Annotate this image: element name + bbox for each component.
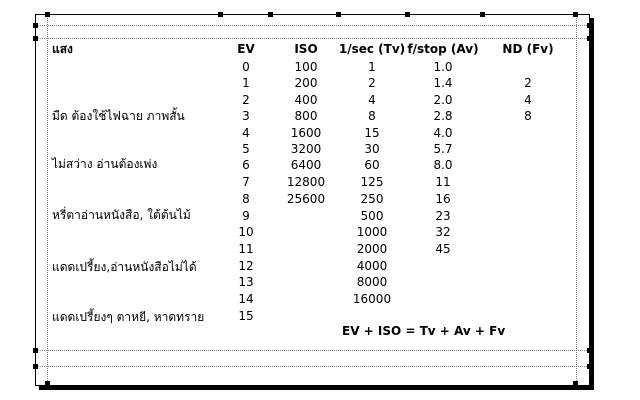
guide-line <box>576 15 577 385</box>
guide-line <box>36 350 589 351</box>
guide-line <box>36 38 589 39</box>
fv-cell: 8 <box>524 109 532 123</box>
header-fv: ND (Fv) <box>502 42 554 56</box>
tv-cell: 60 <box>364 158 380 172</box>
tv-cell: 1 <box>368 60 376 74</box>
ev-cell: 0 <box>242 60 250 74</box>
ev-cell: 3 <box>242 109 250 123</box>
iso-cell: 25600 <box>286 192 326 206</box>
ev-cell: 12 <box>238 259 254 273</box>
av-cell: 1.0 <box>433 60 453 74</box>
ev-cell: 2 <box>242 93 250 107</box>
ev-cell: 14 <box>238 292 254 306</box>
header-iso: ISO <box>294 42 318 56</box>
ev-cell: 6 <box>242 158 250 172</box>
iso-cell: 1600 <box>290 126 322 140</box>
resize-handle[interactable] <box>45 381 50 386</box>
tv-cell: 2000 <box>356 242 388 256</box>
light-note-ev9: หรี่ตาอ่านหนังสือ, ใต้ต้นไม้ <box>52 208 191 222</box>
iso-cell: 400 <box>294 93 318 107</box>
ev-cell: 11 <box>238 242 254 256</box>
resize-handle[interactable] <box>33 23 38 28</box>
ev-cell: 8 <box>242 192 250 206</box>
ev-cell: 4 <box>242 126 250 140</box>
header-light: แสง <box>52 42 73 56</box>
tv-cell: 30 <box>364 142 380 156</box>
header-ev: EV <box>237 42 255 56</box>
light-note-ev15: แดดเปรี้ยงๆ ตาหยี, หาดทราย <box>52 310 205 324</box>
resize-handle[interactable] <box>573 12 578 17</box>
av-cell: 11 <box>435 175 451 189</box>
tv-cell: 15 <box>364 126 380 140</box>
tv-cell: 2 <box>368 76 376 90</box>
resize-handle[interactable] <box>587 364 592 369</box>
resize-handle[interactable] <box>587 348 592 353</box>
ev-cell: 15 <box>238 309 254 323</box>
iso-cell: 200 <box>294 76 318 90</box>
tv-cell: 4000 <box>356 259 388 273</box>
light-note-ev3: มืด ต้องใช้ไฟฉาย ภาพสั้น <box>52 109 185 123</box>
iso-cell: 6400 <box>290 158 322 172</box>
iso-cell: 800 <box>294 109 318 123</box>
av-cell: 45 <box>435 242 451 256</box>
tv-cell: 8 <box>368 109 376 123</box>
ev-cell: 9 <box>242 209 250 223</box>
resize-handle[interactable] <box>480 12 485 17</box>
tv-cell: 500 <box>360 209 384 223</box>
resize-handle[interactable] <box>587 23 592 28</box>
ev-cell: 10 <box>238 225 254 239</box>
resize-handle[interactable] <box>218 12 223 17</box>
exposure-formula: EV + ISO = Tv + Av + Fv <box>342 324 506 338</box>
resize-handle[interactable] <box>33 364 38 369</box>
guide-line <box>36 25 589 26</box>
tv-cell: 8000 <box>356 275 388 289</box>
frame-shadow-right <box>590 18 594 390</box>
tv-cell: 125 <box>360 175 384 189</box>
guide-line <box>36 366 589 367</box>
iso-cell: 100 <box>294 60 318 74</box>
av-cell: 32 <box>435 225 451 239</box>
iso-cell: 3200 <box>290 142 322 156</box>
resize-handle[interactable] <box>33 36 38 41</box>
av-cell: 2.8 <box>433 109 453 123</box>
av-cell: 16 <box>435 192 451 206</box>
fv-cell: 4 <box>524 93 532 107</box>
resize-handle[interactable] <box>268 12 273 17</box>
ev-cell: 5 <box>242 142 250 156</box>
resize-handle[interactable] <box>587 36 592 41</box>
tv-cell: 4 <box>368 93 376 107</box>
av-cell: 4.0 <box>433 126 453 140</box>
header-av: f/stop (Av) <box>407 42 479 56</box>
guide-line <box>47 15 48 385</box>
ev-cell: 13 <box>238 275 254 289</box>
resize-handle[interactable] <box>405 12 410 17</box>
fv-cell: 2 <box>524 76 532 90</box>
tv-cell: 1000 <box>356 225 388 239</box>
light-note-ev12: แดดเปรี้ยง,อ่านหนังสือไม่ได้ <box>52 260 197 274</box>
resize-handle[interactable] <box>33 348 38 353</box>
av-cell: 2.0 <box>433 93 453 107</box>
ev-cell: 7 <box>242 175 250 189</box>
tv-cell: 16000 <box>352 292 392 306</box>
resize-handle[interactable] <box>336 12 341 17</box>
frame-shadow-bottom <box>39 386 594 390</box>
av-cell: 8.0 <box>433 158 453 172</box>
resize-handle[interactable] <box>573 381 578 386</box>
header-tv: 1/sec (Tv) <box>338 42 406 56</box>
av-cell: 1.4 <box>433 76 453 90</box>
ev-cell: 1 <box>242 76 250 90</box>
resize-handle[interactable] <box>45 12 50 17</box>
light-note-ev6: ไม่สว่าง อ่านต้องเพ่ง <box>52 157 158 171</box>
tv-cell: 250 <box>360 192 384 206</box>
av-cell: 5.7 <box>433 142 453 156</box>
av-cell: 23 <box>435 209 451 223</box>
iso-cell: 12800 <box>286 175 326 189</box>
